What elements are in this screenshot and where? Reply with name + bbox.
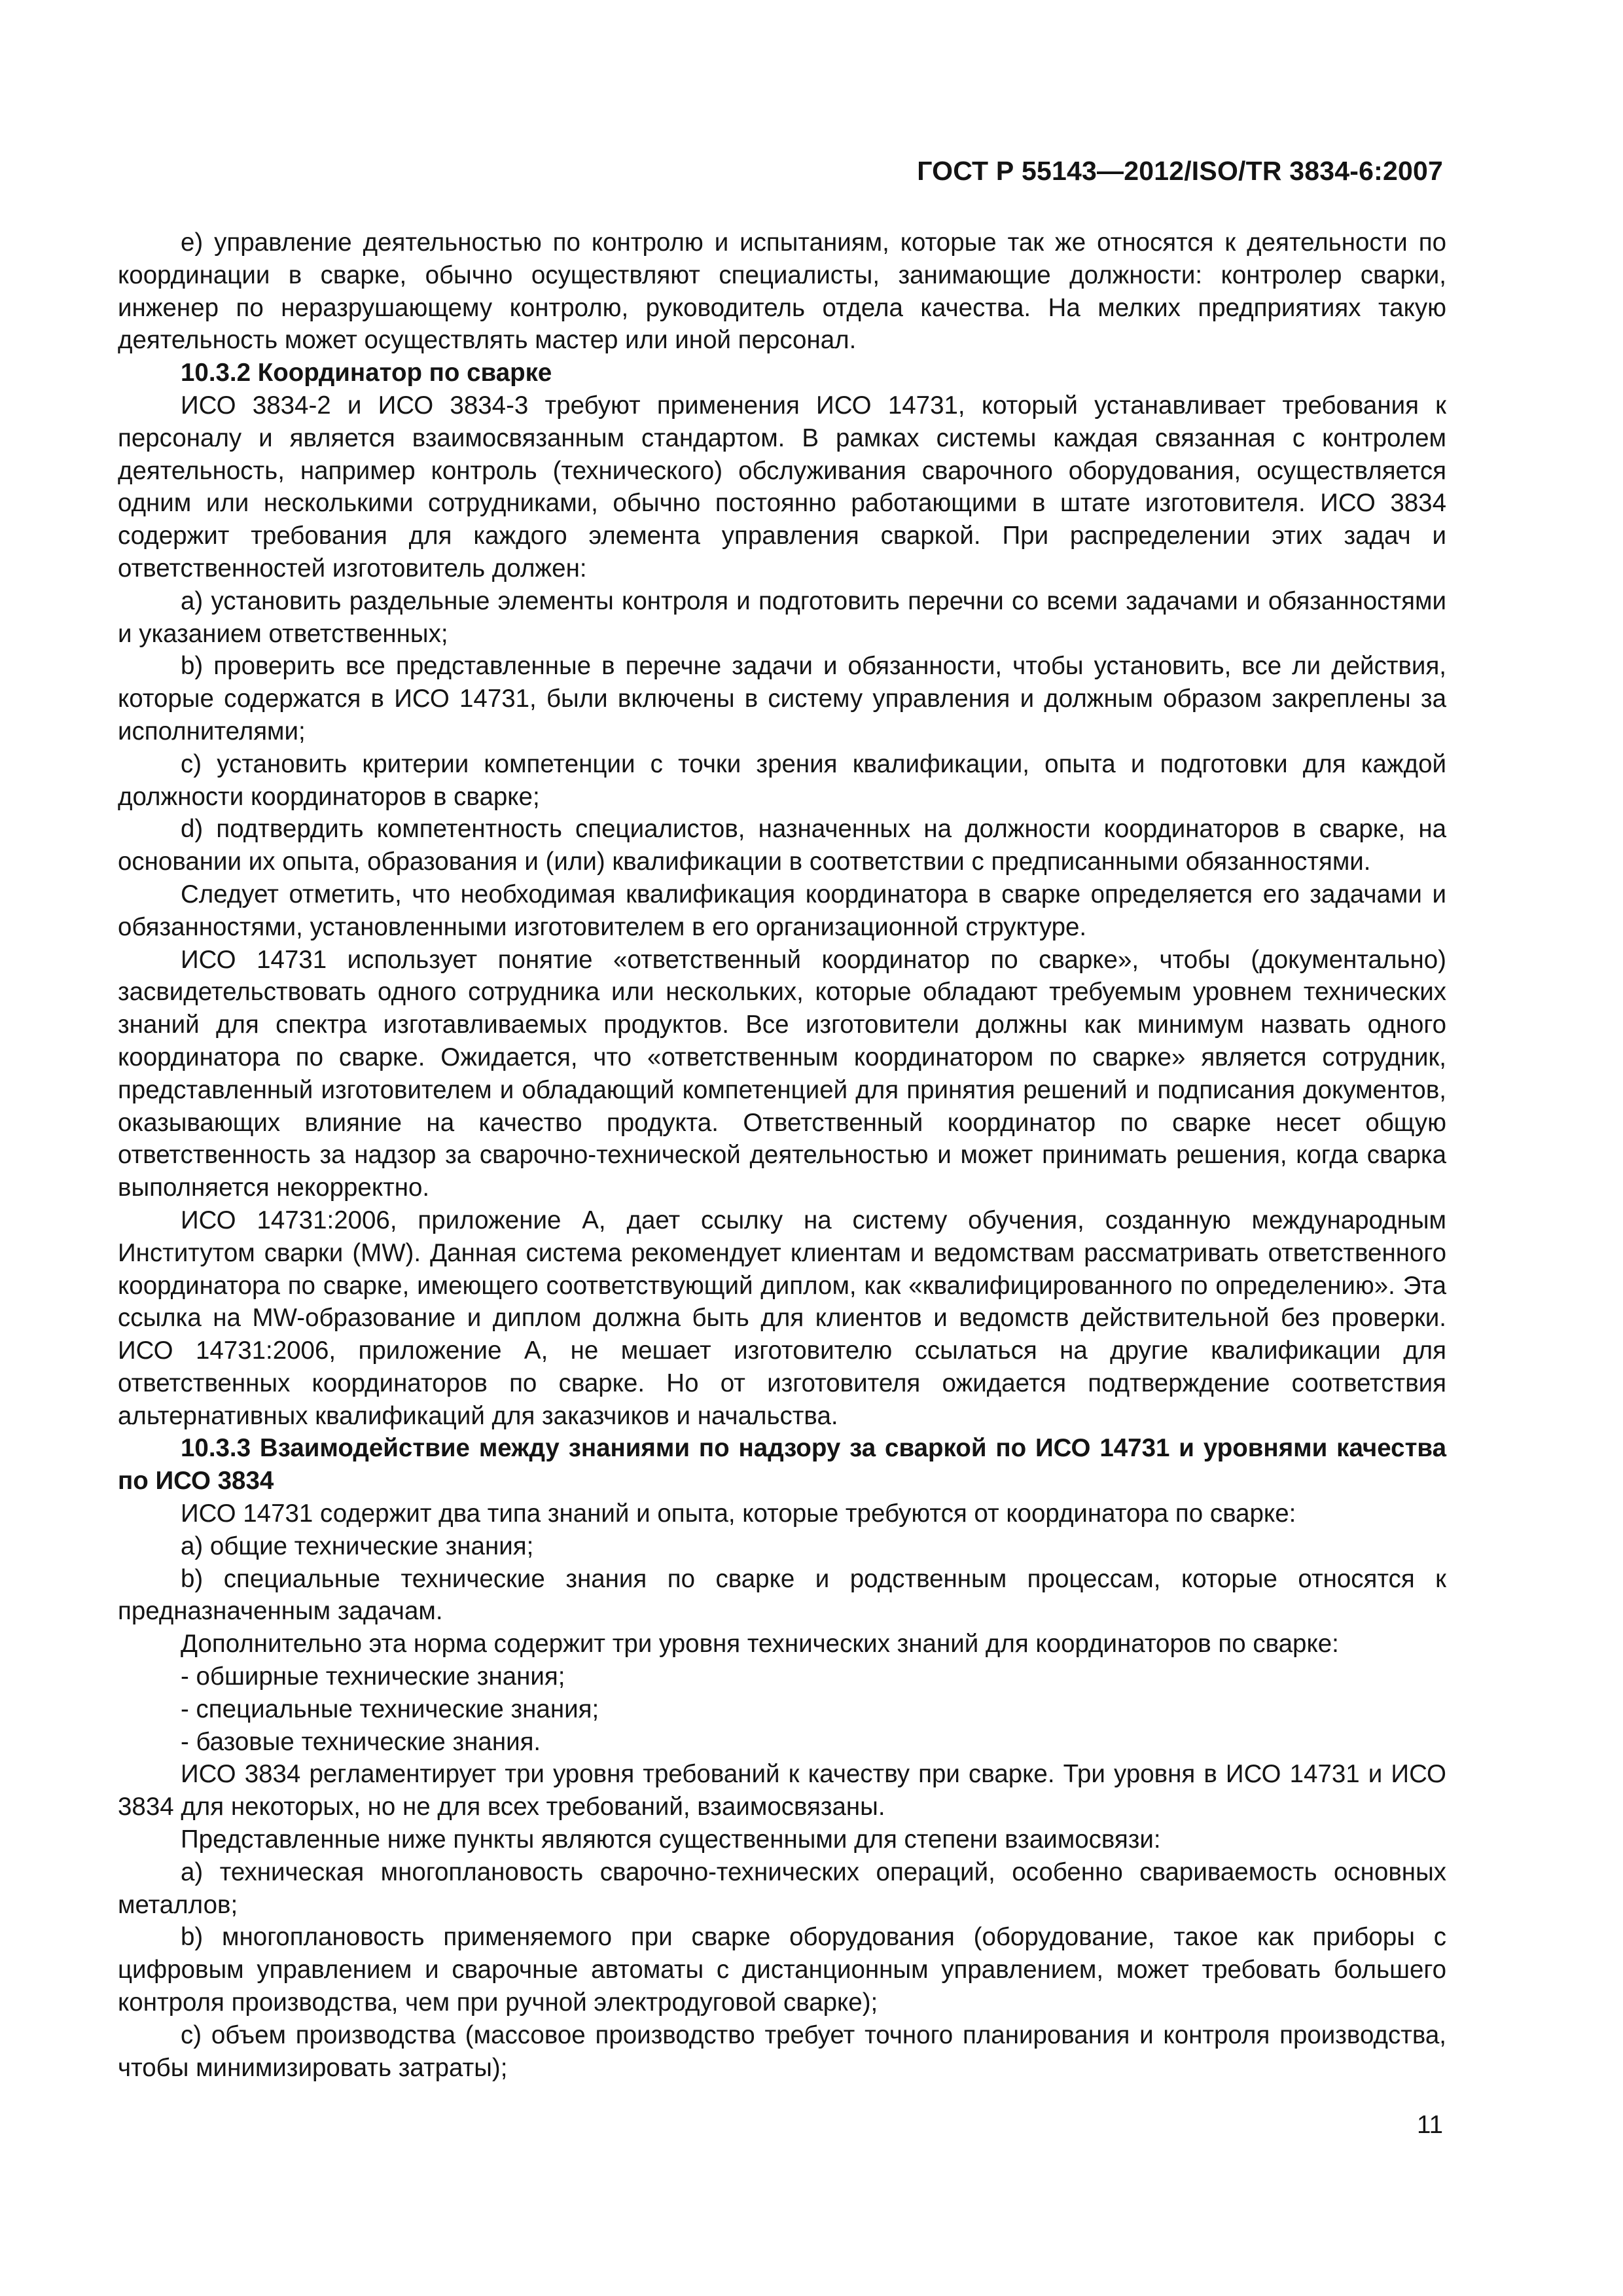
list-item-c: c) установить критерии компетенции с точки зрения квалификации, опыта и подготовки для каждой должности координаторов в сварке; <box>118 749 1446 811</box>
paragraph-responsible-coordinator: ИСО 14731 использует понятие «ответственный координатор по сварке», чтобы (документально) засвидетельствовать одного сотрудника или нескольких, которые обладают требуемым уровнем технических знаний для спектра изготавливаемых продуктов. Все изготовители должны как минимум назвать одного координатора по сварке. Ожидается, что «ответственным координатором по сварке» является сотрудник, представленный изготовителем и обладающий компетенцией для принятия решений и подписания документов, оказывающих влияние на качество продукта. Ответственный координатор по сварке несет общую ответственность за надзор за сварочно-технической деятельностью и может принимать решения, когда сварка выполняется некорректно. <box>118 945 1446 1202</box>
list-item-equipment-complexity: b) многоплановость применяемого при сварке оборудования (оборудование, такое как приборы с цифровым управлением и сварочные автоматы с дистанционным управлением, может требовать большего контроля производства, чем при ручной электродуговой сварке); <box>118 1923 1446 2017</box>
list-item-production-volume: c) объем производства (массовое производство требует точного планирования и контроля производства, чтобы минимизировать затраты); <box>118 2020 1446 2082</box>
dash-item-comprehensive: - обширные технические знания; <box>181 1662 565 1691</box>
list-item-general-knowledge: а) общие технические знания; <box>181 1532 534 1560</box>
dash-item-specific: - специальные технические знания; <box>181 1695 599 1723</box>
list-item-special-knowledge: b) специальные технические знания по сварке и родственным процессам, которые относятся к предназначенным задачам. <box>118 1564 1446 1626</box>
section-heading-10-3-2: 10.3.2 Координатор по сварке <box>181 359 552 387</box>
list-item-a: а) установить раздельные элементы контроля и подготовить перечни со всеми задачами и обязанностями и указанием ответственных; <box>118 586 1446 648</box>
page-number: 11 <box>1417 2111 1443 2139</box>
paragraph-annex-a: ИСО 14731:2006, приложение А, дает ссылку на систему обучения, созданную международным Институтом сварки (MW). Данная система рекомендует клиентам и ведомствам рассматривать ответственного координатора по сварке, имеющего соответствующий диплом, как «квалифицированного по определению». Эта ссылка на MW-образование и диплом должна быть для клиентов и ведомств действительной без проверки. ИСО 14731:2006, приложение А, не мешает изготовителю ссылаться на другие квалификации для ответственных координаторов по сварке. Но от изготовителя ожидается подтверждение соответствия альтернативных квалификаций для заказчиков и начальства. <box>118 1206 1446 1430</box>
section-heading-10-3-3: 10.3.3 Взаимодействие между знаниями по надзору за сваркой по ИСО 14731 и уровнями качества по ИСО 3834 <box>118 1434 1446 1496</box>
list-item-d: d) подтвердить компетентность специалистов, назначенных на должности координаторов в сварке, на основании их опыта, образования и (или) квалификации в соответствии с предписанными обязанностями. <box>118 815 1446 876</box>
paragraph-knowledge-types: ИСО 14731 содержит два типа знаний и опыта, которые требуются от координатора по сварке: <box>181 1499 1296 1528</box>
paragraph-e-activity-management: е) управление деятельностью по контролю и испытаниям, которые так же относятся к деятельности по координации в сварке, обычно осуществляют специалисты, занимающие должности: контролер сварки, инженер по неразрушающему контролю, руководитель отдела качества. На мелких предприятиях такую деятельность может осуществлять мастер или иной персонал. <box>118 228 1446 355</box>
paragraph-knowledge-levels: Дополнительно эта норма содержит три уровня технических знаний для координаторов по сварке: <box>181 1630 1339 1659</box>
paragraph-iso-requirements: ИСО 3834-2 и ИСО 3834-3 требуют применения ИСО 14731, который устанавливает требования к персоналу и является взаимосвязанным стандартом. В рамках системы каждая связанная с контролем деятельность, например контроль (технического) обслуживания сварочного оборудования, осуществляется одним или несколькими сотрудниками, обычно постоянно работающими в штате изготовителя. ИСО 3834 содержит требования для каждого элемента управления сваркой. При распределении этих задач и ответственностей изготовитель должен: <box>118 391 1446 583</box>
dash-item-basic: - базовые технические знания. <box>181 1727 541 1756</box>
list-item-b: b) проверить все представленные в перечне задачи и обязанности, чтобы установить, все ли действия, которые содержатся в ИСО 14731, были включены в систему управления и должным образом закреплены за исполнителями; <box>118 652 1446 745</box>
paragraph-qualification-note: Следует отметить, что необходимая квалификация координатора в сварке определяется его задачами и обязанностями, установленными изготовителем в его организационной структуре. <box>118 880 1446 941</box>
paragraph-quality-levels: ИСО 3834 регламентирует три уровня требований к качеству при сварке. Три уровня в ИСО 14731 и ИСО 3834 для некоторых, но не для всех требований, взаимосвязаны. <box>118 1760 1446 1821</box>
list-item-technical-complexity: а) техническая многоплановость сварочно-технических операций, особенно свариваемость основных металлов; <box>118 1857 1446 1919</box>
standard-code-header: ГОСТ Р 55143—2012/ISO/TR 3834-6:2007 <box>917 156 1443 186</box>
document-body <box>118 226 1446 2084</box>
paragraph-relationship-points: Представленные ниже пункты являются существенными для степени взаимосвязи: <box>181 1825 1161 1854</box>
